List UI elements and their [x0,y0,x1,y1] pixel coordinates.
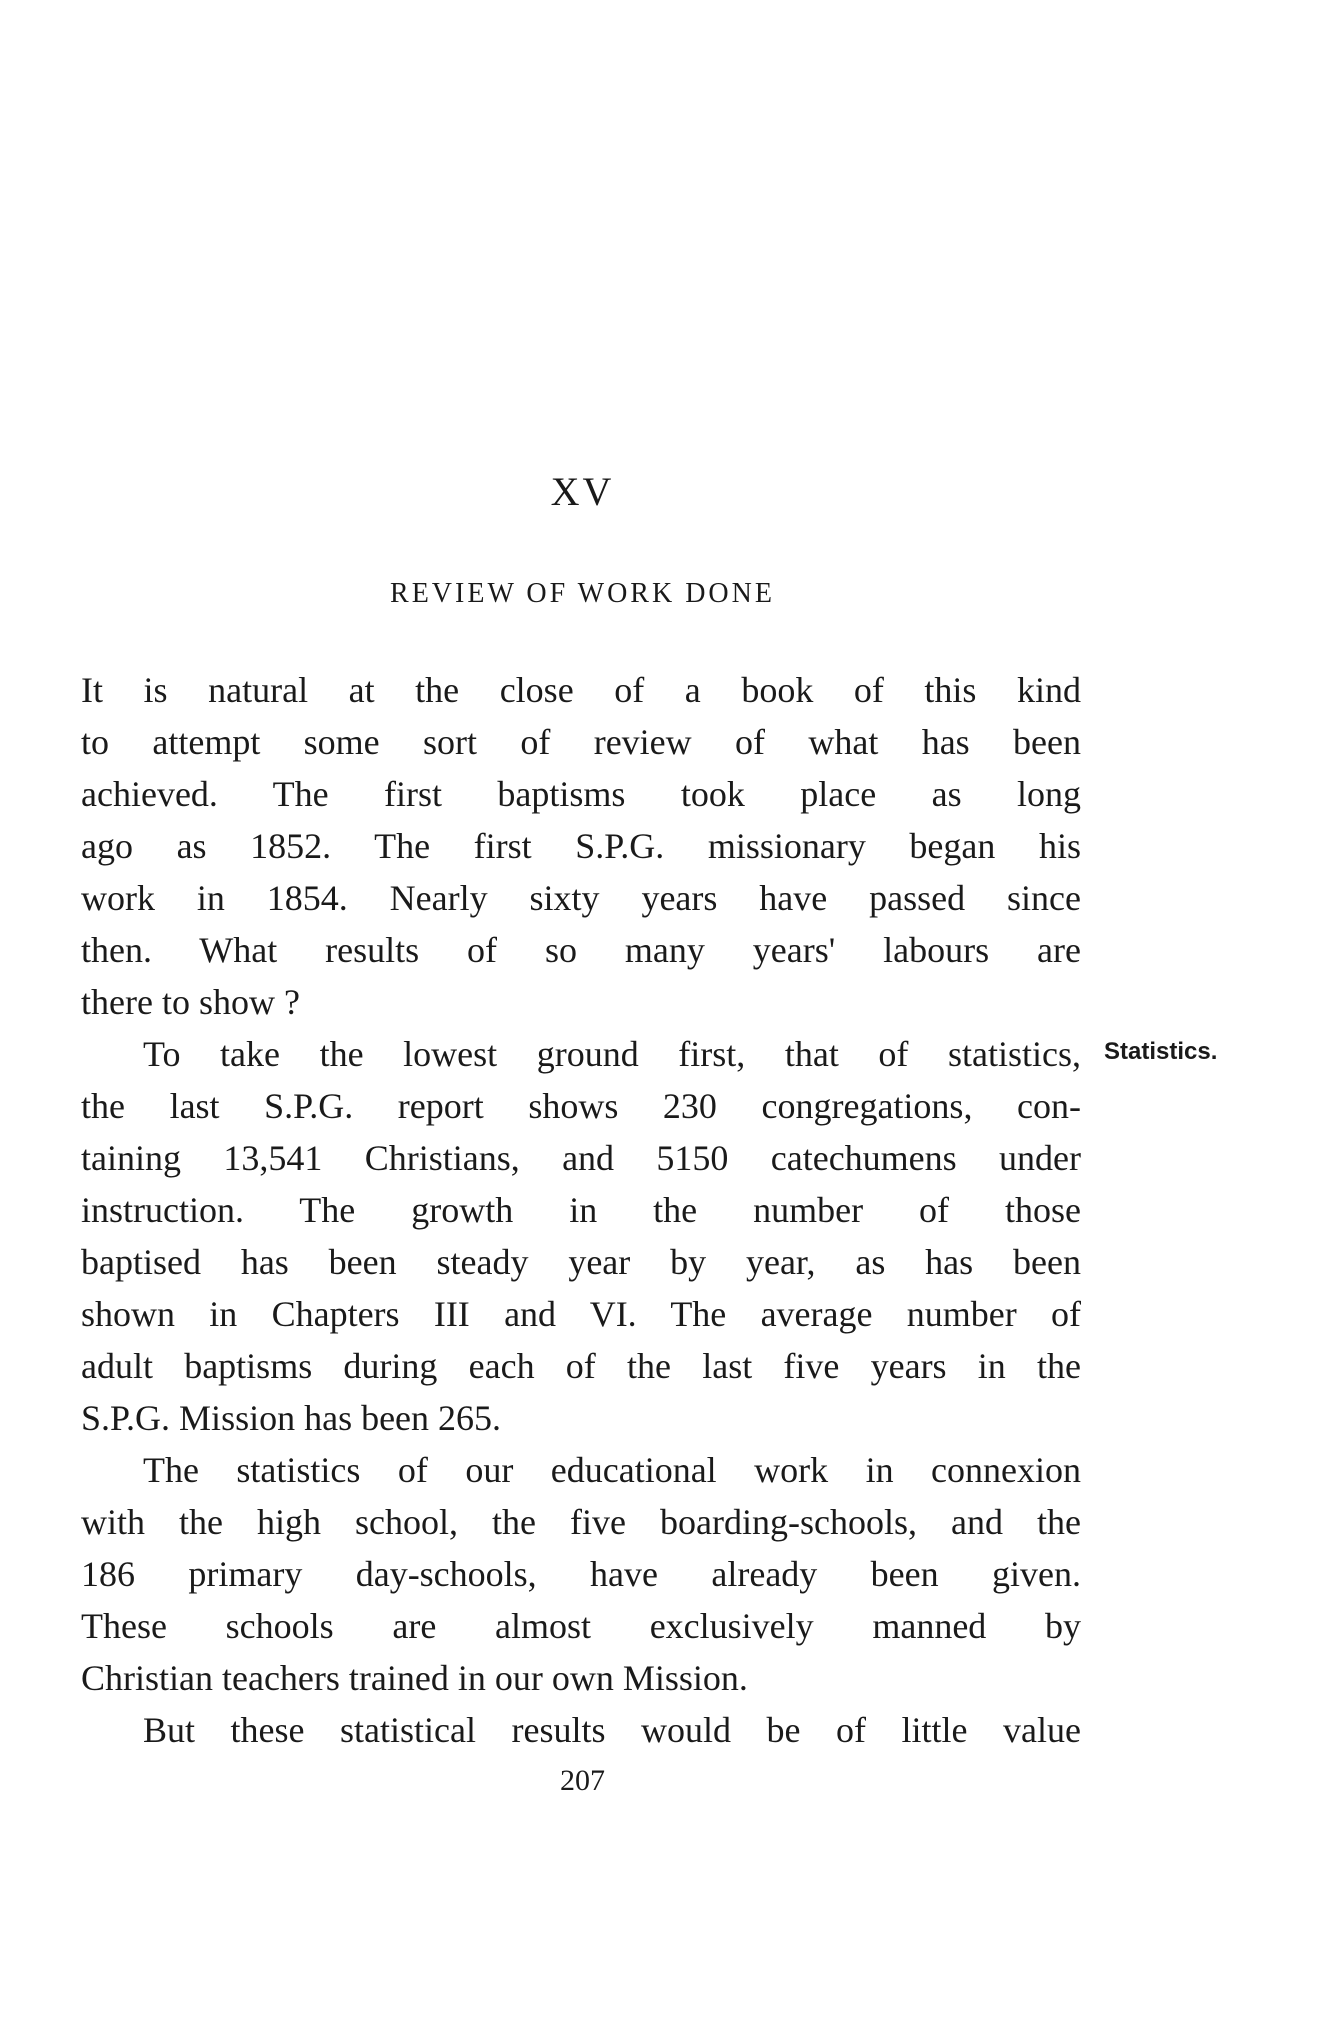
text-line: shown in Chapters III and VI. The average number of [81,1294,1081,1334]
text-line: ago as 1852. The first S.P.G. missionary began his [81,826,1081,866]
text-line: taining 13,541 Christians, and 5150 catechumens under [81,1138,1081,1178]
chapter-title: REVIEW OF WORK DONE [390,578,775,609]
page-number: 207 [560,1764,605,1797]
paragraph-4 [81,1704,1081,1756]
text-line: 186 primary day-schools, have already been given. [81,1554,1081,1594]
text-line: Christian teachers trained in our own Mission. [81,1658,748,1698]
text-line: instruction. The growth in the number of those [81,1190,1081,1230]
body-text [81,664,1081,1756]
text-line: adult baptisms during each of the last five years in the [81,1346,1081,1386]
text-line: with the high school, the five boarding-schools, and the [81,1502,1081,1542]
margin-note: Statistics. [1104,1038,1218,1065]
text-line: S.P.G. Mission has been 265. [81,1398,502,1438]
text-line: then. What results of so many years' labours are [81,930,1081,970]
text-line: These schools are almost exclusively manned by [81,1606,1081,1646]
paragraph-1 [81,664,1081,1028]
text-line: work in 1854. Nearly sixty years have passed since [81,878,1081,918]
text-line: But these statistical results would be of little value [143,1710,1081,1750]
text-line: To take the lowest ground first, that of statistics, [143,1034,1081,1074]
text-line: achieved. The first baptisms took place as long [81,774,1081,814]
chapter-number: XV [550,469,615,514]
paragraph-3 [81,1444,1081,1704]
text-line: there to show ? [81,982,300,1022]
text-line: The statistics of our educational work in connexion [143,1450,1081,1490]
paragraph-2 [81,1028,1081,1444]
text-line: the last S.P.G. report shows 230 congregations, con- [81,1086,1081,1126]
text-line: to attempt some sort of review of what has been [81,722,1081,762]
text-line: It is natural at the close of a book of this kind [81,670,1081,710]
text-line: baptised has been steady year by year, as has been [81,1242,1081,1282]
